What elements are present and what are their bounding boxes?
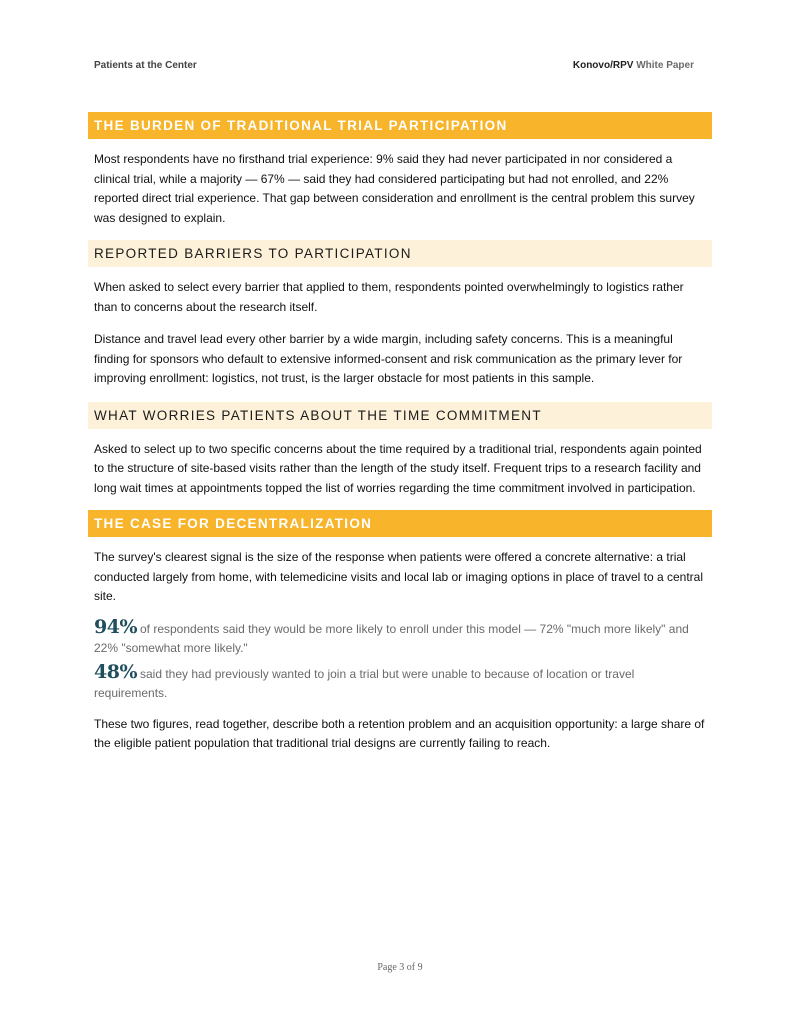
running-header-brand-block <box>573 59 694 73</box>
section-burden-paragraph: Most respondents have no firsthand trial experience: 9% said they had never participated in nor considered a clinical trial, while a majority — 67% — said they had considered participating but had not enrolled, and 22% reported direct trial experience. That gap between consideration and enrollment is the central problem this survey was designed to explain. <box>94 152 695 225</box>
section-decentralization-closing: These two figures, read together, describe both a retention problem and an acquisition opportunity: a large share of the eligible patient population that traditional trial designs are currently failing to reach. <box>94 716 705 750</box>
running-header-brand: Konovo/RPV <box>572 60 634 71</box>
section-barriers-paragraph-2: Distance and travel lead every other barrier by a wide margin, including safety concerns. This is a meaningful finding for sponsors who default to extensive informed-consent and risk communication as the primary lever for improving enrollment: logistics, not trust, is the larger obstacle for most patients in this sample. <box>94 332 683 385</box>
section-barriers-paragraph-1: When asked to select every barrier that applied to them, respondents pointed overwhelmingly to logistics rather than to concerns about the research itself. <box>94 280 684 314</box>
running-header-doc-type: White Paper <box>636 60 694 71</box>
page-content <box>88 112 712 754</box>
stat-value: 48% <box>94 660 137 683</box>
stat-callout <box>88 660 712 703</box>
running-header-title: Patients at the Center <box>94 60 197 71</box>
section-heading-time-commitment: WHAT WORRIES PATIENTS ABOUT THE TIME COMMITMENT <box>88 402 712 429</box>
section-heading-decentralization: THE CASE FOR DECENTRALIZATION <box>88 510 712 537</box>
stat-callout <box>88 615 712 658</box>
section-heading-burden: THE BURDEN OF TRADITIONAL TRIAL PARTICIPATION <box>88 112 712 139</box>
stat-text: of respondents said they would be more likely to enroll under this model — 72% "much more likely" and 22% "somewhat more likely." <box>94 621 689 655</box>
stat-text: said they had previously wanted to join a trial but were unable to because of location or travel requirements. <box>94 666 635 700</box>
section-decentralization-paragraph: The survey's clearest signal is the size of the response when patients were offered a concrete alternative: a trial conducted largely from home, with telemedicine visits and local lab or imaging options in place of travel to a central site. <box>94 550 703 603</box>
section-time-paragraph: Asked to select up to two specific concerns about the time required by a traditional trial, respondents again pointed to the structure of site-based visits rather than the length of the study itself. Frequent trips to a research facility and long wait times at appointments topped the list of worries regarding the time commitment involved in participation. <box>94 441 702 495</box>
section-heading-barriers: REPORTED BARRIERS TO PARTICIPATION <box>88 240 712 267</box>
page-number: Page 3 of 9 <box>377 962 423 973</box>
stat-value: 94% <box>94 615 137 638</box>
